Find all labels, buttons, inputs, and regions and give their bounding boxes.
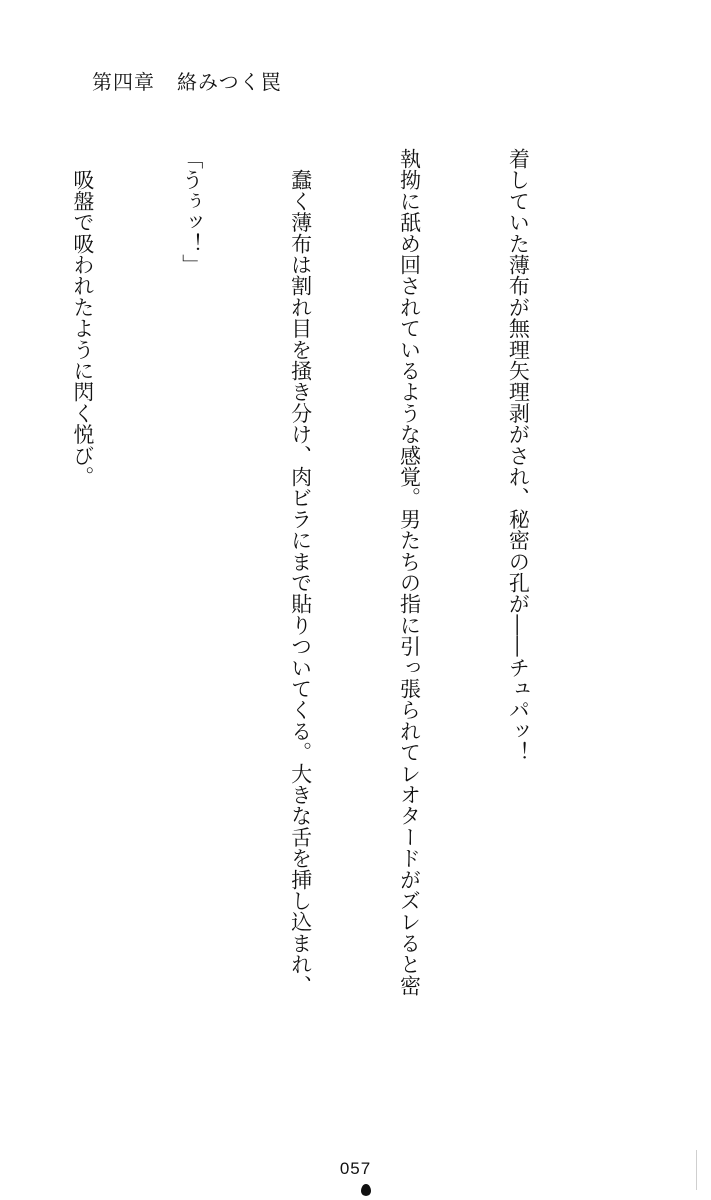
text-line: 執拗に舐め回されているような感覚。男たちの指に引っ張られてレオタードがズレると密 [397,148,422,996]
text-line: 「うぅッ！」 [179,148,204,276]
text-line: 蠢く薄布は割れ目を掻き分け、肉ビラにまで貼りついてくる。大きな舌を挿し込まれ、 [288,148,313,996]
vertical-body-text [0,148,609,1028]
folio-dot-ornament [361,1184,371,1196]
chapter-title: 絡みつく罠 [177,70,282,94]
running-head [92,72,282,92]
page-edge-mark [696,1150,703,1190]
page-number: 057 [339,1159,372,1178]
text-line: 着していた薄布が無理矢理剥がされ、秘密の孔が――チュパッ！ [506,148,531,763]
text-line: 吸盤で吸われたように閃く悦び。 [70,148,95,488]
chapter-number: 第四章 [92,70,155,94]
